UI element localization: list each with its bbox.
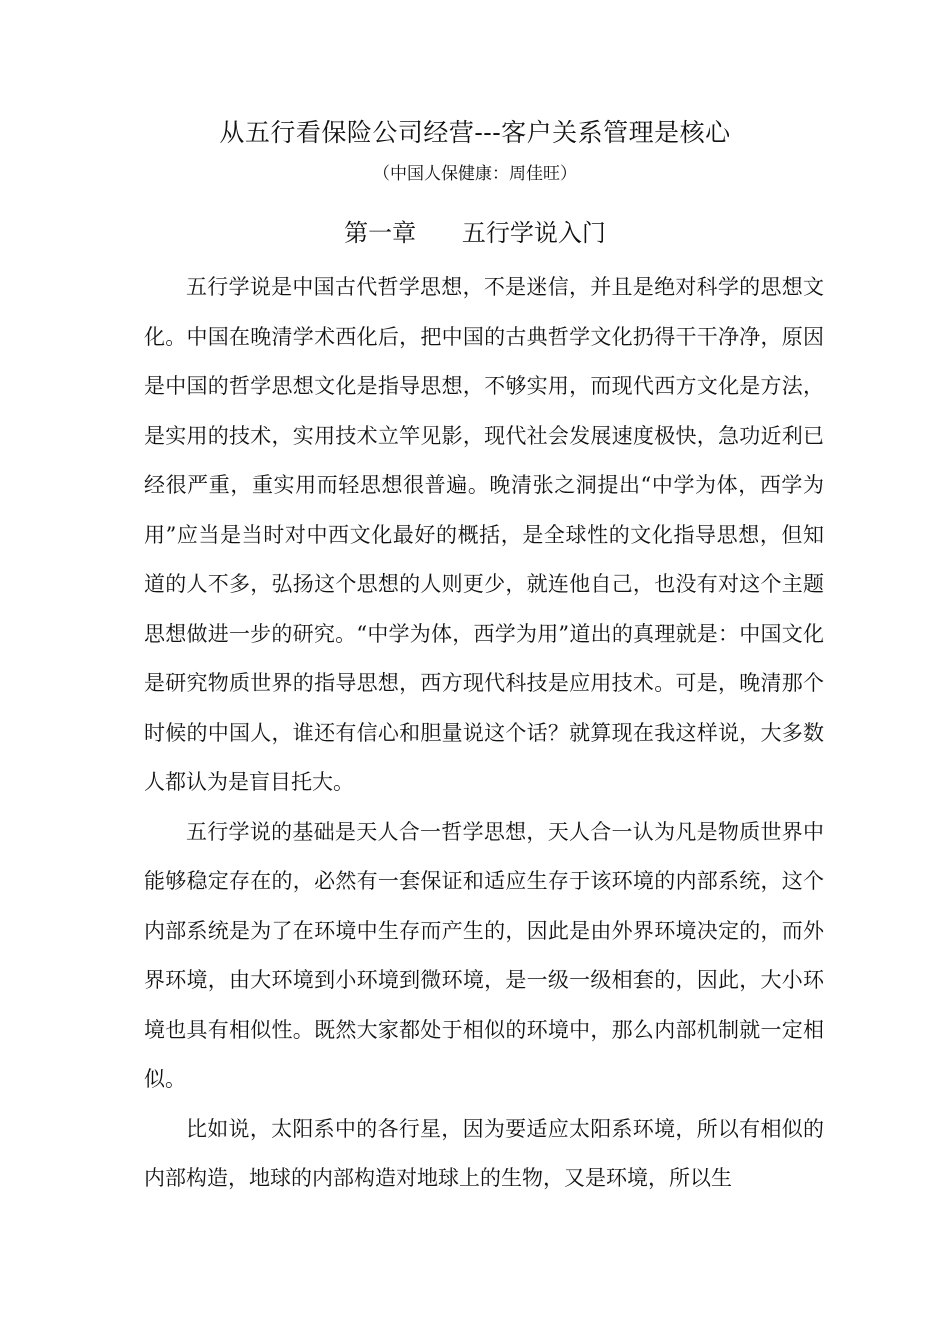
chapter-heading: 第一章 五行学说入门 [344, 219, 606, 247]
author-line: （中国人保健康：周佳旺） [373, 164, 577, 184]
document-body [144, 263, 824, 1204]
paragraph-3: 比如说，太阳系中的各行星，因为要适应太阳系环境，所以有相似的内部构造，地球的内部构造对地球上的生物，又是环境，所以生 [144, 1116, 824, 1190]
paragraph-1: 五行学说是中国古代哲学思想，不是迷信，并且是绝对科学的思想文化。中国在晚清学术西化后，把中国的古典哲学文化扔得干干净净，原因是中国的哲学思想文化是指导思想，不够实用，而现代西方文化是方法，是实用的技术，实用技术立竿见影，现代社会发展速度极快，急功近利已经很严重，重实用而轻思想很普遍。晚清张之洞提出“中学为体，西学为用”应当是当时对中西文化最好的概括，是全球性的文化指导思想，但知道的人不多，弘扬这个思想的人则更少，就连他自己，也没有对这个主题思想做进一步的研究。“中学为体，西学为用”道出的真理就是：中国文化是研究物质世界的指导思想，西方现代科技是应用技术。可是，晚清那个时候的中国人，谁还有信心和胆量说这个话？就算现在我这样说，大多数人都认为是盲目托大。 [144, 275, 824, 794]
document-title: 从五行看保险公司经营---客户关系管理是核心 [219, 118, 731, 147]
paragraph-2: 五行学说的基础是天人合一哲学思想，天人合一认为凡是物质世界中能够稳定存在的，必然有一套保证和适应生存于该环境的内部系统，这个内部系统是为了在环境中生存而产生的，因此是由外界环境决定的，而外界环境，由大环境到小环境到微环境，是一级一级相套的，因此，大小环境也具有相似性。既然大家都处于相似的环境中，那么内部机制就一定相似。 [144, 819, 824, 1091]
